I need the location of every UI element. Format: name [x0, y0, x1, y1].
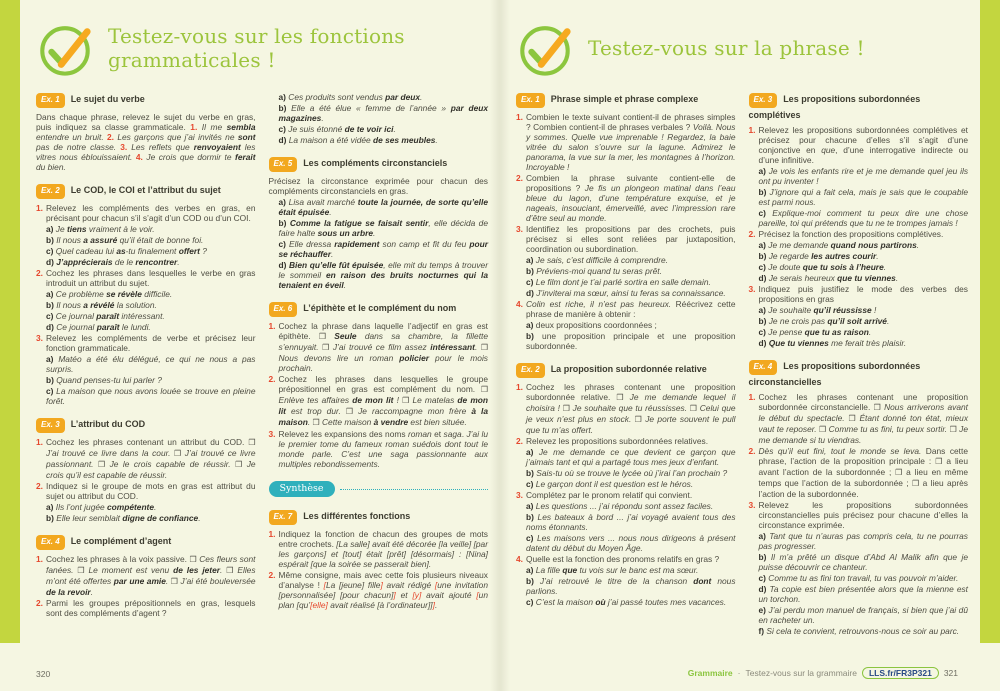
exercise-item: d) Que tu viennes me ferait très plaisir.	[758, 338, 907, 348]
exercise-item: c) Je pense que tu as raison.	[758, 327, 872, 337]
exercise-ex1	[36, 92, 256, 172]
exercise-item: c) Explique-moi comment tu peux dire une chose pareille, toi qui prétends que tu ne te trompes jamais !	[758, 208, 969, 228]
exercise-title: Les propositions subordonnées complétives	[748, 94, 921, 120]
exercise-item: c) La maison que nous avons louée se trouve en pleine forêt.	[46, 386, 256, 406]
exercise-item: a) Je sais, c’est difficile à comprendre.	[526, 255, 668, 265]
exercise-item: a) Je tiens vraiment à le voir.	[46, 224, 155, 234]
exercise-item: 2. Cochez les phrases dans lesquelles le verbe en gras introduit un attribut du sujet.	[36, 268, 256, 288]
exercise-badge: Ex. 1	[36, 93, 65, 108]
exercise-ex4	[36, 534, 256, 618]
exercise-ex5	[269, 156, 489, 290]
exercise-header	[36, 92, 256, 108]
exercise-header	[269, 509, 489, 525]
exercise-item: a) Les questions ... j’ai répondu sont assez faciles.	[526, 501, 714, 511]
page-title: Testez-vous sur les fonctions grammaticales !	[108, 24, 405, 72]
footer-separator: ·	[737, 668, 741, 678]
exercise-item: 2. Combien la phrase suivante contient-elle de propositions ? Je fis un plongeon matinal dans l’eau bleue du lagon, d’une température exquise, et je nageais, insouciant, émerveillé, avec l’impression rare d’être seul au monde.	[516, 173, 736, 223]
exercise-item: c) Elle dressa rapidement son camp et fit du feu pour se réchauffer.	[278, 239, 488, 259]
exercise-item: b) une proposition principale et une proposition subordonnée.	[526, 331, 736, 351]
exercise-item: e) J’ai perdu mon manuel de français, si bien que j’ai dû en racheter un.	[758, 605, 968, 625]
exercise-title: Phrase simple et phrase complexe	[550, 94, 699, 104]
exercise-badge: Ex. 4	[749, 360, 778, 375]
exercise-header	[516, 92, 736, 108]
exercise-title: L’attribut du COD	[70, 419, 146, 429]
exercise-item: b) Il nous a révélé la solution.	[46, 300, 157, 310]
exercise-item: b) J’ai retrouvé le titre de la chanson dont nous parlions.	[526, 576, 736, 596]
exercise-item: b) Quand penses-tu lui parler ?	[46, 375, 162, 385]
exercise-badge: Ex. 2	[516, 363, 545, 378]
exercise-item: 3. Complétez par le pronom relatif qui convient.	[516, 490, 693, 500]
exercise-item: c) Les maisons vers ... nous nous dirigeons à présent datent du début du Moyen Âge.	[526, 533, 736, 553]
exercise-item: b) Je regarde les autres courir.	[758, 251, 879, 261]
page-right	[500, 0, 980, 691]
exercise-badge: Ex. 3	[36, 418, 65, 433]
exercise-header	[749, 92, 969, 121]
exercise-item: d) La maison a été vidée de ses meubles.	[278, 135, 438, 145]
exercise-badge: Ex. 2	[36, 184, 65, 199]
synthese-badge: Synthèse	[269, 481, 335, 497]
exercise-item: 1. Cochez la phrase dans laquelle l’adjectif en gras est épithète. ❒ Seule dans sa chambre, la fillette s’ennuyait. ❒ J’ai trouvé ce film assez intéressant. ❒ Nous devons lire un roman policier pour le mois prochain.	[268, 321, 488, 373]
exercise-item: 4. Quelle est la fonction des pronoms relatifs en gras ?	[516, 554, 720, 564]
exercise-item: c) C’est la maison où j’ai passé toutes mes vacances.	[526, 597, 727, 607]
exercise-item: Dans chaque phrase, relevez le sujet du verbe en gras, puis indiquez sa classe grammaticale. 1. Il me sembla entendre un bruit. 2. Les garçons que j’ai invités ne sont pas de notre classe. 3. Les reflets que renvoyaient les vitres nous éblouissaient. 4. Je crois que dormir te ferait du bien.	[36, 112, 256, 172]
exercise-item: 2. Précisez la fonction des propositions complétives.	[748, 229, 944, 239]
exercise-item: a) Je me demande quand nous partirons.	[758, 240, 920, 250]
exercise-item: 3. Relevez les propositions subordonnées circonstancielles puis précisez pour chacune d’elles la circonstance exprimée.	[748, 500, 968, 530]
exercise-badge: Ex. 5	[269, 157, 298, 172]
checkmark-icon	[36, 20, 94, 78]
exercise-item: 1. Relevez les compléments des verbes en gras, en précisant pour chacun s’il s’agit d’un COD ou d’un COI.	[36, 203, 256, 223]
exercise-ex7	[269, 509, 489, 610]
synthese-divider	[269, 481, 489, 497]
exercise-header	[269, 156, 489, 172]
exercise-item: d) Je serais heureux que tu viennes.	[758, 273, 899, 283]
exercise-header	[269, 301, 489, 317]
dotted-line	[340, 489, 488, 490]
exercise-item: a) Lisa avait marché toute la journée, de sorte qu’elle était épuisée.	[278, 197, 488, 217]
exercise-header	[516, 362, 736, 378]
exercise-title: Les propositions subordonnées circonstancielles	[748, 361, 921, 387]
right-edge-bar	[980, 0, 1000, 643]
page-right-columns	[500, 86, 980, 647]
exercise-item: b) Il m’a prêté un disque d’Abd Al Malik afin que je puisse découvrir ce chanteur.	[758, 552, 968, 572]
exercise-item: 2. Même consigne, mais avec cette fois plusieurs niveaux d’analyse ! [La [jeune] fille] avait rédigé [une invitation [personnalisée] [pour chacun]] et [y] avait ajouté [un plan [qu’[elle] avait réalisé [à l’ordinateur]]].	[268, 570, 488, 610]
exercise-item: 1. Cochez les phrases contenant une proposition subordonnée relative. ❒ Je me demande lequel il choisira ! ❒ Je souhaite que tu réussisses. ❒ Celui que je veux n’est plus en stock. ❒ Je porte souvent le pull que tu m’as offert.	[516, 382, 736, 435]
exercise-item: d) Ce journal paraît le lundi.	[46, 322, 151, 332]
exercise-item: d) J’inviterai ma sœur, ainsi tu feras sa connaissance.	[526, 288, 726, 298]
page-right-header	[516, 20, 972, 78]
exercise-item: c) Ce journal paraît intéressant.	[46, 311, 165, 321]
exercise-item: a) Ce problème se révèle difficile.	[46, 289, 173, 299]
exercise-item: b) Elle a été élue « femme de l’année » par deux magazines.	[278, 103, 488, 123]
page-left-header	[36, 20, 492, 78]
exercise-item: 1. Cochez les phrases à la voix passive. ❒ Ces fleurs sont fanées. ❒ Le moment est venu de les jeter. ❒ Elles m’ont été offertes par une amie. ❒ J’ai été bouleversée de la revoir.	[36, 554, 256, 597]
exercise-ex2	[36, 183, 256, 406]
exercise-ex3	[36, 417, 256, 523]
exercise-item: 1. Cochez les phrases contenant un attribut du COD. ❒ J’ai trouvé ce livre dans la cour. ❒ J’ai trouvé ce livre passionnant. ❒ Je le crois capable de réussir. ❒ Je crois qu’il est capable de réussir.	[36, 437, 256, 480]
exercise-item: 2. Relevez les propositions subordonnées relatives.	[516, 436, 709, 446]
exercise-title: Le complément d’agent	[70, 536, 172, 546]
exercise-item: 1. Combien le texte suivant contient-il de phrases simples ? Combien contient-il de phrases verbales ? Voilà. Nous y sommes. Quelle vue imprenable ! Regardez, la baie vitrée du salon s’ouvre sur la lagune. Admirez le panorama, la vue sur la mer, les montagnes à l’horizon. Incroyable !	[516, 112, 736, 172]
page-title: Testez-vous sur la phrase !	[588, 36, 865, 61]
exercise-item: b) Il nous a assuré qu’il était de bonne foi.	[46, 235, 204, 245]
exercise-badge: Ex. 1	[516, 93, 545, 108]
checkmark-icon	[516, 20, 574, 78]
exercise-item: c) Quel cadeau lui as-tu finalement offert ?	[46, 246, 207, 256]
footer-code-chip[interactable]: LLS.fr/FR3P321	[862, 667, 939, 679]
right-page-column-1	[516, 92, 736, 647]
footer-page-number: 321	[943, 668, 958, 678]
exercise-item: c) Le film dont je t’ai parlé sortira en salle demain.	[526, 277, 711, 287]
exercise-badge: Ex. 3	[749, 93, 778, 108]
exercise-item: 2. Parmi les groupes prépositionnels en gras, lesquels sont des compléments d’agent ?	[36, 598, 256, 618]
exercise-item: a) Ces produits sont vendus par deux.	[278, 92, 423, 102]
exercise-item: 2. Cochez les phrases dans lesquelles le groupe prépositionnel en gras est complément du nom. ❒ Enlève tes affaires de mon lit ! ❒ Le matelas de mon lit est trop dur. ❒ Je raccompagne mon frère à la maison. ❒ Cette maison à vendre est bien située.	[268, 374, 489, 427]
exercise-header	[36, 183, 256, 199]
exercise-title: L’épithète et le complément du nom	[303, 303, 457, 313]
exercise-item: a) Tant que tu n’auras pas compris cela, tu ne pourras pas progresser.	[758, 531, 968, 551]
exercise-item: b) Elle leur semblait digne de confiance.	[46, 513, 201, 523]
exercise-item: 3. Indiquez puis justifiez le mode des verbes des propositions en gras	[748, 284, 968, 304]
left-page-column-2	[269, 92, 489, 629]
exercise-ex6	[269, 301, 489, 469]
exercise-item: b) Les bateaux à bord ... j’ai voyagé avaient tous des noms étonnants.	[526, 512, 736, 532]
exercise-header	[749, 359, 969, 388]
exercise-ex2	[516, 362, 736, 607]
exercise-header	[36, 417, 256, 433]
exercise-ex3	[749, 92, 969, 348]
exercise-item: 3. Relevez les expansions des noms roman et saga. J’ai lu le premier tome du fameux roman suédois dont tout le monde parle. C’est une saga passionnante aux multiples rebondissements.	[268, 429, 488, 469]
footer-breadcrumb: Testez-vous sur la grammaire	[745, 668, 857, 678]
exercise-item: 1. Cochez les phrases contenant une proposition subordonnée circonstancielle. ❒ Nous arriverons avant le début du spectacle. ❒ Étant donné ton état, mieux vaut te reposer. ❒ Comme tu as fini, tu peux sortir. ❒ Je me demande si tu viendras.	[748, 392, 969, 445]
exercise-item: 1. Indiquez la fonction de chacun des groupes de mots entre crochets. [La salle] avait été décorée [la veille] [par les garçons] et [tout] était [prêt] [désormais] : [Nina] espérait [que la soirée se passerait bien].	[268, 529, 489, 569]
footer-section-label: Grammaire	[687, 668, 733, 678]
exercise-item: b) Préviens-moi quand tu seras prêt.	[526, 266, 662, 276]
exercise-item: c) Je doute que tu sois à l’heure.	[758, 262, 887, 272]
exercise-item: a) La fille que tu vois sur le banc est ma sœur.	[526, 565, 699, 575]
exercise-item: a) Ils l’ont jugée compétente.	[46, 502, 157, 512]
exercise-item: a) Je souhaite qu’il réussisse !	[758, 305, 877, 315]
exercise-item: a) Je me demande ce que devient ce garçon que j’aimais tant et qui a partagé tous mes jeux d’enfant.	[526, 447, 736, 467]
left-page-column-1	[36, 92, 256, 629]
exercise-item: d) J’apprécierais de le rencontrer.	[46, 257, 180, 267]
exercise-header	[36, 534, 256, 550]
exercise-item: d) Bien qu’elle fût épuisée, elle mit du temps à trouver le sommeil en raison des bruits nocturnes qui la tenaient en éveil.	[278, 260, 489, 290]
exercise-item: 4. Colin est riche, il n’est pas heureux. Réécrivez cette phrase de manière à obtenir :	[516, 299, 736, 319]
exercise-item: b) Comme la fatigue se faisait sentir, elle décida de faire halte sous un arbre.	[278, 218, 488, 238]
exercise-title: Les différentes fonctions	[303, 511, 411, 521]
page-left-columns	[20, 86, 500, 629]
footer	[688, 667, 958, 679]
exercise-item: 3. Relevez les compléments de verbe et précisez leur fonction grammaticale.	[36, 333, 256, 353]
exercise-item: a) deux propositions coordonnées ;	[526, 320, 657, 330]
exercise-ex1	[516, 92, 736, 351]
exercise-item: Précisez la circonstance exprimée pour chacun des compléments circonstanciels en gras.	[268, 176, 488, 196]
exercise-item: 2. Indiquez si le groupe de mots en gras est attribut du sujet ou attribut du COD.	[36, 481, 256, 501]
exercise-item: b) Je ne crois pas qu’il soit arrivé.	[758, 316, 890, 326]
exercise-title: Le COD, le COI et l’attribut du sujet	[70, 185, 221, 195]
exercise-badge: Ex. 4	[36, 535, 65, 550]
exercise-badge: Ex. 7	[269, 510, 298, 525]
exercise-badge: Ex. 6	[269, 302, 298, 317]
exercise-ex4	[749, 359, 969, 636]
exercise-item: 1. Relevez les propositions subordonnées complétives et précisez pour chacune d’elles s’il s’agit d’une conjonctive en que, d’une interrogative indirecte ou d’une infinitive.	[748, 125, 968, 165]
exercise-item: d) Ta copie est bien présentée alors que la mienne est un torchon.	[758, 584, 968, 604]
exercise-item: a) Je vois les enfants rire et je me demande quel jeu ils ont pu inventer !	[758, 166, 969, 186]
exercise-item: a) Matéo a été élu délégué, ce qui ne nous a pas surpris.	[46, 354, 256, 374]
exercise-item: c) Le garçon dont il est question est le héros.	[526, 479, 694, 489]
right-page-column-2	[749, 92, 969, 647]
exercise-title: La proposition subordonnée relative	[550, 364, 707, 374]
exercise-item: f) Si cela te convient, retrouvons-nous ce soir au parc.	[758, 626, 960, 636]
left-edge-bar	[0, 0, 20, 643]
exercise-item: c) Comme tu as fini ton travail, tu vas pouvoir m’aider.	[758, 573, 959, 583]
exercise-continuation	[269, 92, 489, 145]
exercise-item: b) Sais-tu où se trouve le lycée où j’irai l’an prochain ?	[526, 468, 728, 478]
page-left	[20, 0, 500, 691]
exercise-item: 3. Identifiez les propositions par des crochets, puis précisez si elles sont reliées par juxtaposition, coordination ou subordination.	[516, 224, 736, 254]
exercise-title: Les compléments circonstanciels	[303, 158, 448, 168]
exercise-item: b) J’ignore qui a fait cela, mais je sais que le coupable est parmi nous.	[758, 187, 969, 207]
exercise-title: Le sujet du verbe	[70, 94, 145, 104]
exercise-item: 2. Dès qu’il eut fini, tout le monde se leva. Dans cette phrase, l’action de la proposition principale : ❒ a lieu avant l’action de la subordonnée ; ❒ a lieu en même temps que l’action de la subordonnée ; ❒ a lieu après l’action de la subordonnée.	[748, 446, 968, 499]
exercise-item: c) Je suis étonné de te voir ici.	[278, 124, 396, 134]
footer-page-number: 320	[36, 669, 51, 679]
